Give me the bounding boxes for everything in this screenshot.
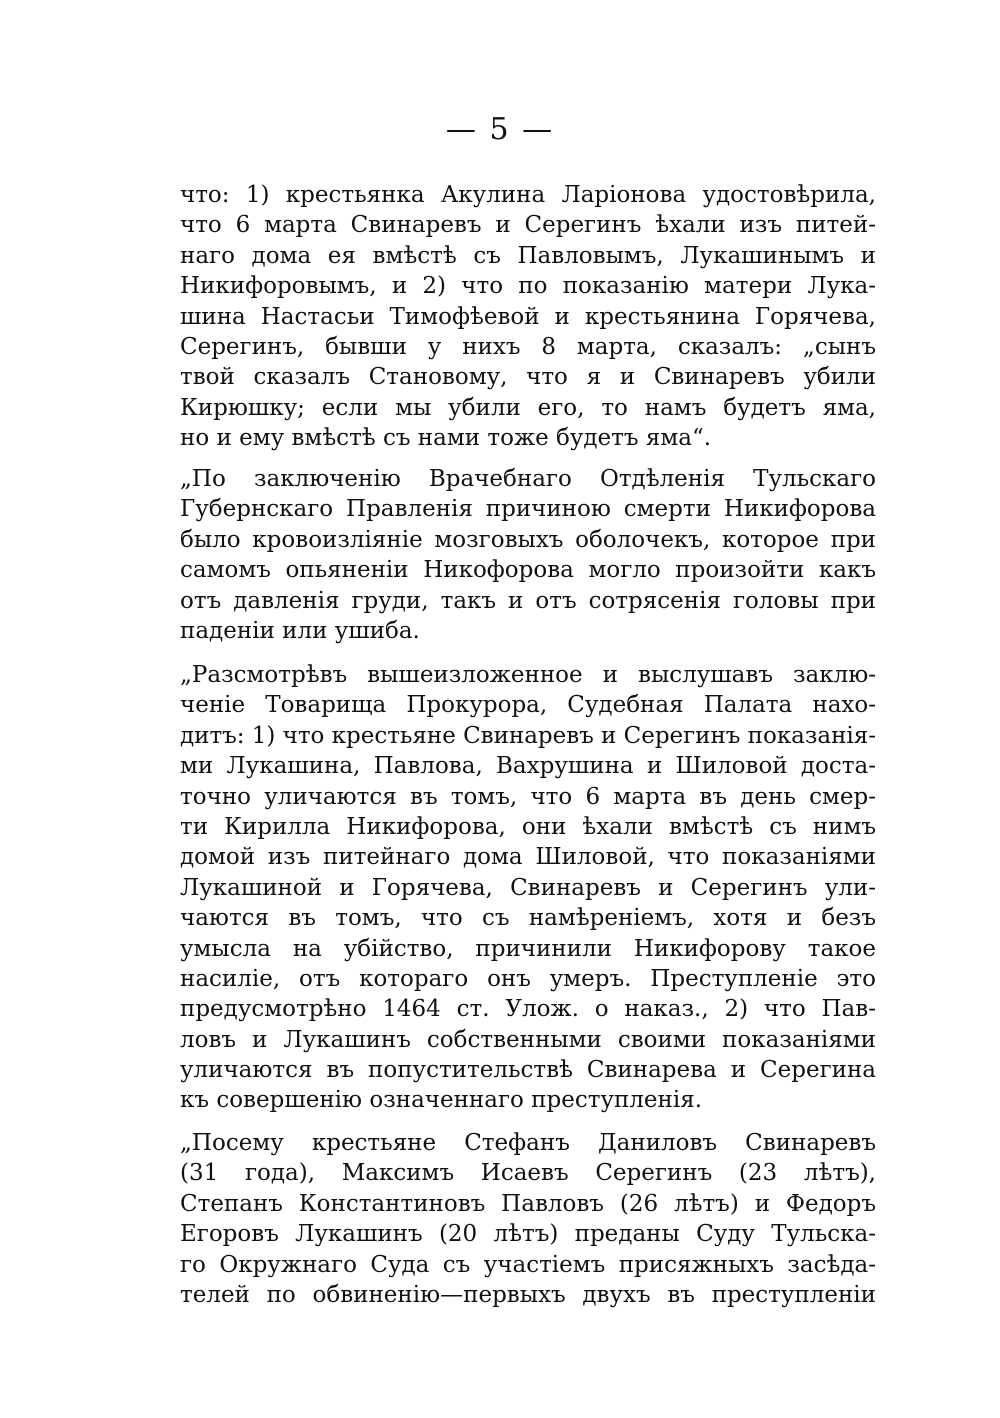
text-line: чаются въ томъ, что съ намѣреніемъ, хотя и безъ (180, 905, 876, 932)
text-line: къ совершенію означеннаго преступленія. (180, 1087, 703, 1114)
text-line: что 6 марта Свинаревъ и Серегинъ ѣхали изъ питей- (180, 212, 876, 239)
text-line: умысла на убійство, причинили Никифорову такое (180, 935, 876, 962)
text-line: Степанъ Константиновъ Павловъ (26 лѣтъ) и Федоръ (180, 1190, 876, 1217)
text-line: уличаются въ попустительствѣ Свинарева и Серегина (180, 1057, 876, 1084)
text-line: Губернскаго Правленія причиною смерти Никифорова (180, 496, 876, 523)
text-line: Кирюшку; если мы убили его, то намъ будетъ яма, (180, 394, 876, 421)
text-line: Никифоровымъ, и 2) что по показанію матери Лука- (180, 273, 876, 300)
text-line: (31 года), Максимъ Исаевъ Серегинъ (23 лѣтъ), (180, 1160, 876, 1187)
text-line: „По заключенію Врачебнаго Отдѣленія Тульскаго (180, 466, 876, 492)
text-line: Серегинъ, бывши у нихъ 8 марта, сказалъ: „сынъ (180, 333, 876, 360)
text-line: ти Кирилла Никифорова, они ѣхали вмѣстѣ съ нимъ (180, 813, 876, 840)
text-line: Лукашиной и Горячева, Свинаревъ и Серегинъ ули- (180, 874, 876, 901)
paragraph-4 (180, 1128, 876, 1310)
text-line: но и ему вмѣстѣ съ нами тоже будетъ яма“. (180, 425, 712, 452)
text-line: самомъ опьяненіи Никофорова могло произойти какъ (180, 557, 876, 584)
text-line: шина Настасьи Тимофѣевой и крестьянина Горячева, (180, 303, 876, 330)
text-line: твой сказалъ Становому, что я и Свинаревъ убили (180, 364, 876, 391)
text-line: наго дома ея вмѣстѣ съ Павловымъ, Лукашинымъ и (180, 242, 876, 269)
text-line: насиліе, отъ котораго онъ умеръ. Преступленіе это (180, 965, 876, 992)
paragraph-1 (180, 180, 876, 454)
text-line: паденіи или ушиба. (180, 617, 420, 644)
text-line: домой изъ питейнаго дома Шиловой, что показаніями (180, 844, 876, 871)
paragraph-3 (180, 660, 876, 1116)
text-line: „Разсмотрѣвъ вышеизложенное и выслушавъ заклю- (180, 662, 876, 688)
text-line: дитъ: 1) что крестьяне Свинаревъ и Серегинъ показанія- (180, 722, 876, 749)
text-line: точно уличаются въ томъ, что 6 марта въ день смер- (180, 783, 876, 810)
text-line: было кровоизліяніе мозговыхъ оболочекъ, которое при (180, 526, 876, 553)
text-line: Егоровъ Лукашинъ (20 лѣтъ) преданы Суду Тульска- (180, 1221, 876, 1248)
text-line: го Окружнаго Суда съ участіемъ присяжныхъ засѣда- (180, 1251, 876, 1278)
text-line: отъ давленія груди, такъ и отъ сотрясенія головы при (180, 587, 876, 614)
text-line: ловъ и Лукашинъ собственными своими показаніями (180, 1026, 876, 1053)
text-line: телей по обвиненію—первыхъ двухъ въ преступленіи (180, 1281, 876, 1308)
paragraph-2 (180, 464, 876, 646)
text-line: ми Лукашина, Павлова, Вахрушина и Шиловой доста- (180, 753, 876, 780)
text-line: „Посему крестьяне Стефанъ Даниловъ Свинаревъ (180, 1130, 876, 1156)
text-line: предусмотрѣно 1464 ст. Улож. о наказ., 2) что Пав- (180, 996, 876, 1023)
page-number: — 5 — (445, 112, 555, 147)
text-line: что: 1) крестьянка Акулина Ларіонова удостовѣрила, (180, 182, 876, 208)
text-line: ченіе Товарища Прокурора, Судебная Палата нахо- (180, 692, 876, 719)
